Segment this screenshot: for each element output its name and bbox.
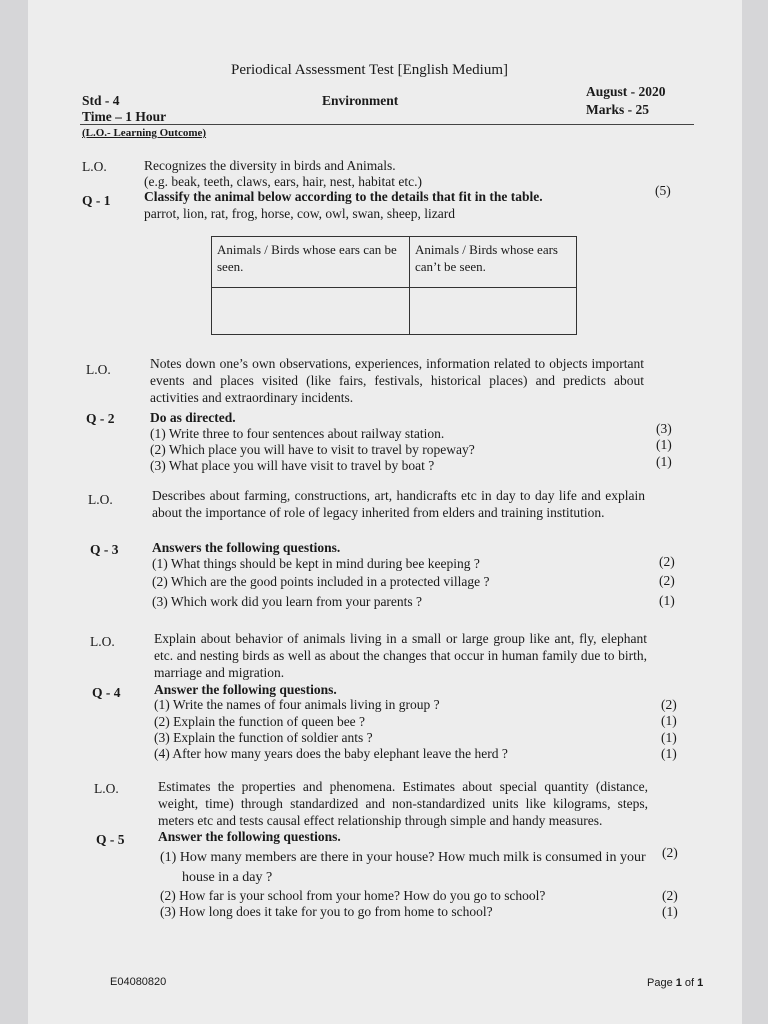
lo-text-5: Estimates the properties and phenomena. Estimates about special quantity (distance, weight, time) through standardized and non-standardized units like kilograms, steps, meters etc and tests causal effect relationship through simple and handy measures. (158, 779, 648, 828)
q2-item-2: (2) Which place you will have to visit to travel by ropeway? (150, 442, 475, 457)
q5-item-1: (1) How many members are there in your house? How much milk is consumed in your (160, 850, 646, 865)
q2-item-1: (1) Write three to four sentences about railway station. (150, 426, 445, 441)
table-header-hidden-ears: Animals / Birds whose ears can’t be seen. (410, 237, 577, 288)
question-heading-4: Answer the following questions. (154, 682, 337, 697)
q2-marks-1: (3) (656, 421, 672, 436)
header-divider (80, 124, 694, 125)
page-number: 1 (675, 977, 682, 989)
q2-marks-3: (1) (656, 454, 672, 469)
q4-item-4: (4) After how many years does the baby elephant leave the herd ? (154, 746, 508, 761)
lo-text-3: Describes about farming, constructions, art, handicrafts etc in day to day life and explain about the importance of role of legacy inherited from elders and training institution. (152, 488, 645, 520)
page-indicator (647, 977, 703, 989)
q3-item-3: (3) Which work did you learn from your parents ? (152, 594, 423, 609)
q5-marks-1: (2) (662, 845, 678, 860)
q4-marks-2: (1) (661, 713, 677, 728)
q5-item-3: (3) How long does it take for you to go from home to school? (160, 904, 493, 919)
q2-marks-2: (1) (656, 437, 672, 452)
lo-label-5: L.O. (94, 781, 119, 796)
question-heading-3: Answers the following questions. (152, 540, 341, 555)
q3-marks-2: (2) (659, 573, 675, 588)
table-header-visible-ears: Animals / Birds whose ears can be seen. (212, 237, 410, 288)
lo-text-2: Notes down one’s own observations, experiences, information related to objects important events and places visited (like fairs, festivals, historical places) and predicts about activities and extraordinary incidents. (150, 356, 644, 405)
document-code: E04080820 (110, 976, 167, 988)
marks-q1: (5) (655, 183, 671, 198)
q3-marks-3: (1) (659, 593, 675, 608)
question-heading-1: Classify the animal below according to the details that fit in the table. (144, 189, 543, 204)
q5-marks-2: (2) (662, 888, 678, 903)
q3-marks-1: (2) (659, 554, 675, 569)
q3-item-1: (1) What things should be kept in mind during bee keeping ? (152, 556, 480, 571)
lo-text-1a: Recognizes the diversity in birds and Animals. (144, 158, 396, 173)
question-label-3: Q - 3 (90, 542, 119, 557)
time-label: Time – 1 Hour (82, 109, 167, 124)
q4-item-3: (3) Explain the function of soldier ants ? (154, 730, 373, 745)
q5-item-1-cont: house in a day ? (182, 870, 273, 885)
animal-list: parrot, lion, rat, frog, horse, cow, owl, swan, sheep, lizard (144, 206, 456, 221)
question-label-2: Q - 2 (86, 411, 115, 426)
q5-item-2: (2) How far is your school from your home? How do you go to school? (160, 888, 546, 903)
q4-marks-4: (1) (661, 746, 677, 761)
q2-item-3: (3) What place you will have visit to travel by boat ? (150, 458, 435, 473)
lo-text-4: Explain about behavior of animals living in a small or large group like ant, fly, elephant etc. and nesting birds as well as about the changes that occur in human family due to birth, marriage and migration. (154, 631, 647, 680)
page-of: of (681, 977, 698, 989)
lo-label-2: L.O. (86, 362, 111, 377)
q5-marks-3: (1) (662, 904, 678, 919)
q3-item-2: (2) Which are the good points included in a protected village ? (152, 574, 490, 589)
subject-label: Environment (322, 93, 399, 108)
lo-label-4: L.O. (90, 634, 115, 649)
lo-label-1: L.O. (82, 159, 107, 174)
answer-cell-visible-ears[interactable] (212, 288, 410, 335)
date-label: August - 2020 (586, 84, 666, 99)
answer-cell-hidden-ears[interactable] (410, 288, 577, 335)
q4-item-2: (2) Explain the function of queen bee ? (154, 714, 366, 729)
question-label-5: Q - 5 (96, 832, 125, 847)
classification-table (211, 236, 577, 335)
standard-label: Std - 4 (82, 93, 120, 108)
q4-item-1: (1) Write the names of four animals living in group ? (154, 697, 440, 712)
lo-note: (L.O.- Learning Outcome) (82, 127, 207, 139)
paper-title: Periodical Assessment Test [English Medium] (231, 62, 508, 78)
lo-label-3: L.O. (88, 492, 113, 507)
question-label-1: Q - 1 (82, 193, 111, 208)
page-total: 1 (697, 977, 704, 989)
question-label-4: Q - 4 (92, 685, 121, 700)
page-prefix: Page (647, 977, 676, 989)
lo-text-1b: (e.g. beak, teeth, claws, ears, hair, nest, habitat etc.) (144, 174, 422, 189)
question-heading-2: Do as directed. (150, 410, 236, 425)
question-heading-5: Answer the following questions. (158, 829, 341, 844)
q4-marks-3: (1) (661, 730, 677, 745)
q4-marks-1: (2) (661, 697, 677, 712)
marks-label: Marks - 25 (586, 102, 649, 117)
